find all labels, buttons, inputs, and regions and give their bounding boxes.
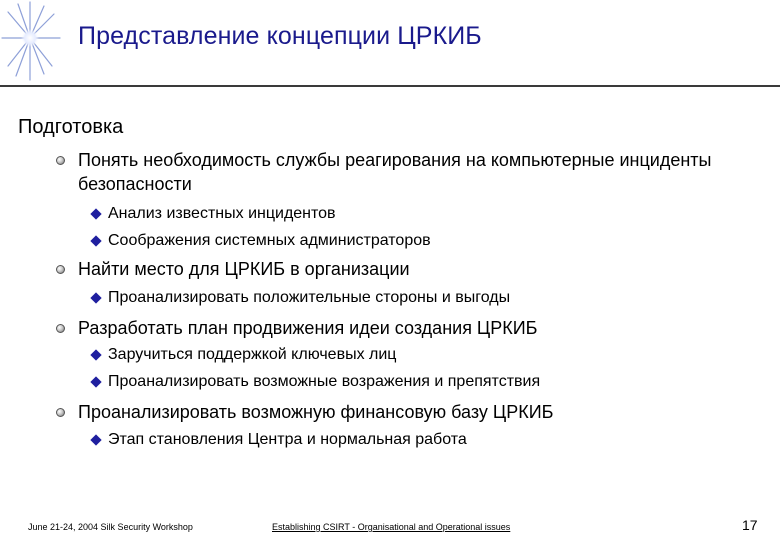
footer-presentation-title: Establishing CSIRT - Organisational and Operational issues [272,522,511,532]
diamond-bullet-icon [90,235,101,246]
sub-bullet-text: Соображения системных администраторов [108,232,431,249]
sub-bullet-text: Этап становления Центра и нормальная работа [108,431,467,448]
sub-bullet-item [108,429,467,451]
sub-bullet-text: Проанализировать возможные возражения и препятствия [108,373,541,390]
diamond-bullet-icon [90,208,101,219]
round-bullet-icon [56,324,65,333]
slide-title: Представление концепции ЦРКИБ [78,22,482,50]
starburst-icon [0,0,62,84]
sub-bullet-item [108,230,431,252]
round-bullet-icon [56,156,65,165]
bullet-text: Разработать план продвижения идеи создания ЦРКИБ [78,318,538,338]
bullet-item [78,316,738,340]
bullet-text: Проанализировать возможную финансовую базу ЦРКИБ [78,402,554,422]
diamond-bullet-icon [90,376,101,387]
sub-bullet-text: Анализ известных инцидентов [108,205,336,222]
sub-bullet-item [108,287,510,309]
sub-bullet-text: Проанализировать положительные стороны и выгоды [108,289,511,306]
round-bullet-icon [56,408,65,417]
diamond-bullet-icon [90,349,101,360]
diamond-bullet-icon [90,434,101,445]
bullet-text: Найти место для ЦРКИБ в организации [78,259,410,279]
section-heading: Подготовка [18,116,124,138]
bullet-text: Понять необходимость службы реагирования на компьютерные инциденты безопасности [78,150,712,194]
round-bullet-icon [56,265,65,274]
footer-date-event: June 21-24, 2004 Silk Security Workshop [28,522,193,532]
sub-bullet-item [108,203,336,225]
bullet-item [78,148,738,196]
sub-bullet-item [108,344,396,366]
diamond-bullet-icon [90,292,101,303]
sub-bullet-item [108,371,540,393]
title-divider [0,85,780,87]
sub-bullet-text: Заручиться поддержкой ключевых лиц [108,346,397,363]
bullet-item [78,400,738,424]
bullet-item [78,257,738,281]
page-number: 17 [742,517,758,533]
